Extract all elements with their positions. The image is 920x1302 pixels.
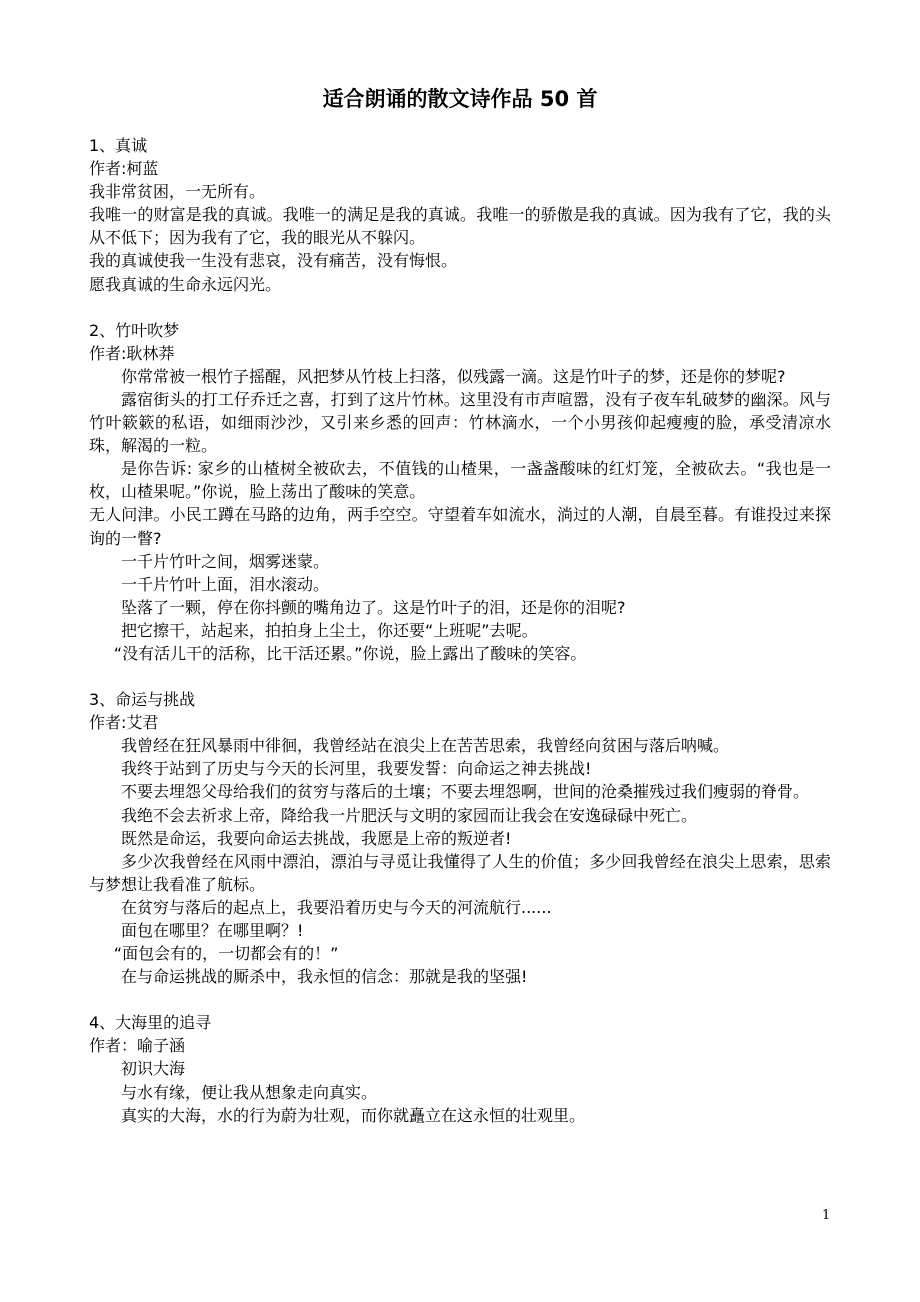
paragraph: 我终于站到了历史与今天的长河里，我要发誓：向命运之神去挑战! xyxy=(121,759,592,779)
section-3 xyxy=(89,688,831,988)
paragraph: 在与命运挑战的厮杀中，我永恒的信念：那就是我的坚强! xyxy=(121,967,528,987)
section-author: 作者:耿林莽 xyxy=(89,343,175,363)
paragraph: 无人问津。小民工蹲在马路的边角，两手空空。守望着车如流水，淌过的人潮，自晨至暮。有谁投过来探询的一瞥? xyxy=(89,505,831,548)
paragraph: 我非常贫困，一无所有。 xyxy=(89,182,266,202)
page-title: 适合朗诵的散文诗作品 50 首 xyxy=(322,87,598,111)
paragraph: 一千片竹叶上面，泪水滚动。 xyxy=(121,574,330,594)
paragraph: 与水有缘，便让我从想象走向真实。 xyxy=(121,1082,378,1102)
section-author: 作者:柯蓝 xyxy=(89,159,159,179)
paragraph: 我唯一的财富是我的真诚。我唯一的满足是我的真诚。我唯一的骄傲是我的真诚。因为我有了它，我的头从不低下；因为我有了它，我的眼光从不躲闪。 xyxy=(89,205,831,248)
paragraph: 我绝不会去祈求上帝，降给我一片肥沃与文明的家园而让我会在安逸碌碌中死亡。 xyxy=(121,805,698,825)
paragraph: 面包在哪里？在哪里啊？! xyxy=(121,921,304,940)
section-heading: 1、真诚 xyxy=(89,136,148,155)
section-spacer xyxy=(89,665,831,688)
paragraph: 初识大海 xyxy=(121,1059,186,1079)
paragraph: 我曾经在狂风暴雨中徘徊，我曾经站在浪尖上在苦苦思索，我曾经向贫困与落后呐喊。 xyxy=(121,736,730,756)
section-heading: 3、命运与挑战 xyxy=(89,690,196,710)
paragraph: “面包会有的，一切都会有的！” xyxy=(113,944,339,964)
section-author: 作者:艾君 xyxy=(89,713,159,733)
section-heading: 4、大海里的追寻 xyxy=(89,1013,212,1033)
paragraph: “没有活儿干的活称，比干活还累。”你说，脸上露出了酸味的笑容。 xyxy=(113,643,587,663)
paragraph: 坠落了一颗，停在你抖颤的嘴角边了。这是竹叶子的泪，还是你的泪呢? xyxy=(121,597,626,617)
paragraph: 既然是命运，我要向命运去挑战，我愿是上帝的叛逆者! xyxy=(121,828,512,848)
paragraph: 真实的大海，水的行为蔚为壮观，而你就矗立在这永恒的壮观里。 xyxy=(121,1105,586,1125)
section-2 xyxy=(89,319,831,665)
section-spacer xyxy=(89,296,831,319)
section-author: 作者：喻子涵 xyxy=(89,1036,186,1056)
paragraph: 把它擦干，站起来，拍拍身上尘土，你还要“上班呢”去呢。 xyxy=(121,620,538,640)
paragraph: 不要去埋怨父母给我们的贫穷与落后的土壤；不要去埋怨啊，世间的沧桑摧残过我们瘦弱的脊骨。 xyxy=(121,782,810,802)
document-body xyxy=(89,134,831,1127)
paragraph: 你常常被一根竹子摇醒，风把梦从竹枝上扫落，似残露一滴。这是竹叶子的梦，还是你的梦呢? xyxy=(121,366,786,386)
section-1 xyxy=(89,134,831,296)
paragraph: 在贫穷与落后的起点上，我要沿着历史与今天的河流航行...... xyxy=(121,897,552,917)
section-heading: 2、竹叶吹梦 xyxy=(89,320,180,340)
page-number: 1 xyxy=(822,1208,831,1223)
section-4 xyxy=(89,1011,831,1126)
paragraph: 愿我真诚的生命永远闪光。 xyxy=(89,274,282,294)
paragraph: 多少次我曾经在风雨中漂泊，漂泊与寻觅让我懂得了人生的价值；多少回我曾经在浪尖上思索，思索与梦想让我看准了航标。 xyxy=(89,851,831,894)
section-spacer xyxy=(89,988,831,1011)
paragraph: 我的真诚使我一生没有悲哀，没有痛苦，没有悔恨。 xyxy=(89,251,458,271)
paragraph: 一千片竹叶之间，烟雾迷蒙。 xyxy=(121,551,330,571)
paragraph: 露宿街头的打工仔乔迁之喜，打到了这片竹林。这里没有市声喧嚣，没有子夜车轧破梦的幽深。风与竹叶簌簌的私语，如细雨沙沙，又引来乡悉的回声：竹林滴水，一个小男孩仰起瘦瘦的脸，承受清凉水珠，解渴的一粒。 xyxy=(89,389,831,456)
paragraph: 是你告诉: 家乡的山楂树全被砍去，不值钱的山楂果，一盏盏酸味的红灯笼，全被砍去。“我也是一枚，山楂果呢。”你说，脸上荡出了酸味的笑意。 xyxy=(89,459,831,502)
